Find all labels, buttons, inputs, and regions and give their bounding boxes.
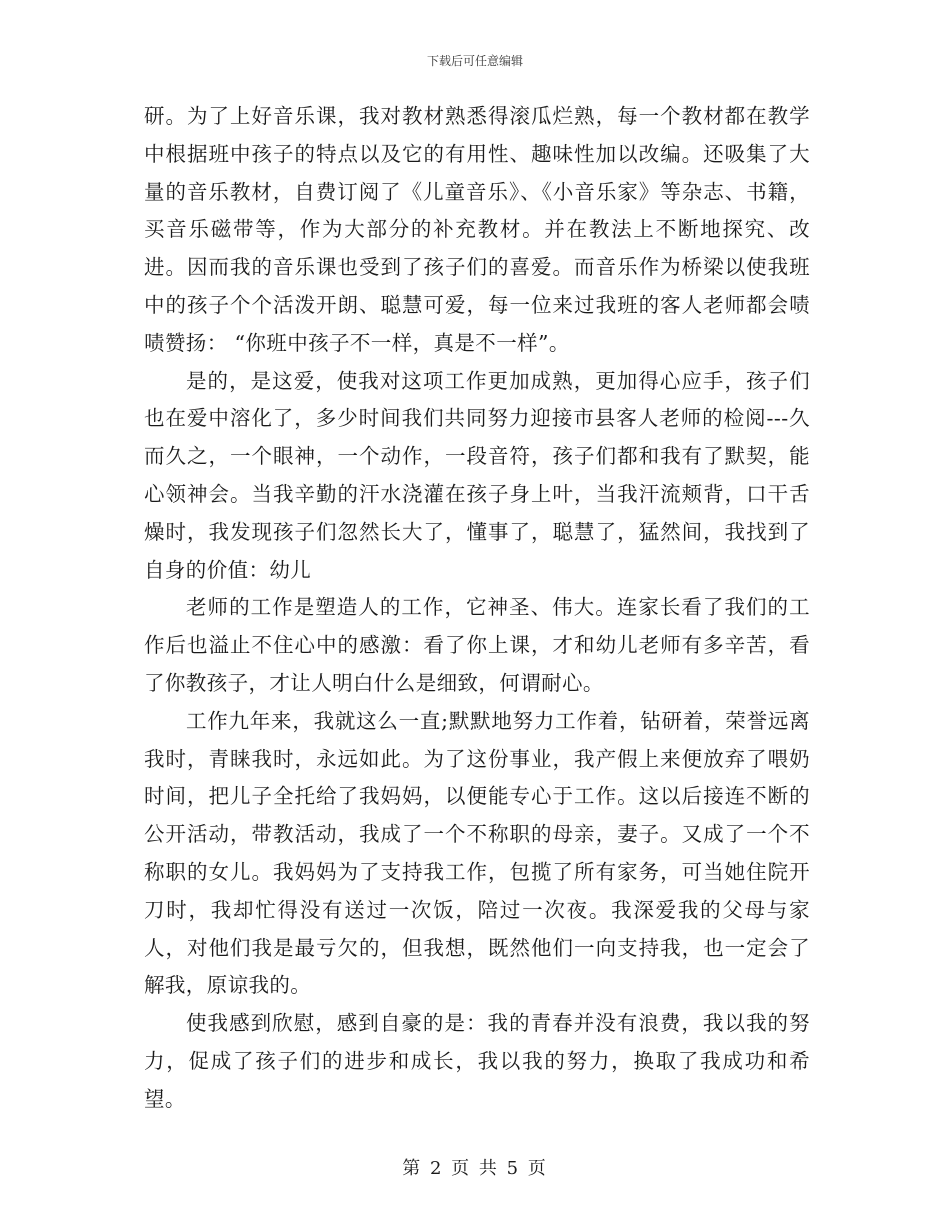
document-body — [144, 98, 810, 1119]
paragraph-2: 是的，是这爱，使我对这项工作更加成熟，更加得心应手，孩子们也在爱中溶化了，多少时间我们共同努力迎接市县客人老师的检阅---久而久之，一个眼神，一个动作，一段音符，孩子们都和我有了默契，能心领神会。当我辛勤的汗水浇灌在孩子身上叶，当我汗流颊背，口干舌燥时，我发现孩子们忽然长大了，懂事了，聪慧了，猛然间，我找到了自身的价值：幼儿 — [144, 368, 810, 582]
page-header: 下载后可任意编辑 — [426, 54, 523, 68]
page-number-footer: 第 2 页 共 5 页 — [402, 1158, 548, 1179]
paragraph-5: 使我感到欣慰，感到自豪的是：我的青春并没有浪费，我以我的努力，促成了孩子们的进步和成长，我以我的努力，换取了我成功和希望。 — [144, 1011, 810, 1111]
paragraph-3: 老师的工作是塑造人的工作，它神圣、伟大。连家长看了我们的工作后也溢止不住心中的感激：看了你上课，才和幼儿老师有多辛苦，看了你教孩子，才让人明白什么是细致，何谓耐心。 — [144, 595, 810, 695]
paragraph-1: 研。为了上好音乐课，我对教材熟悉得滚瓜烂熟，每一个教材都在教学中根据班中孩子的特点以及它的有用性、趣味性加以改编。还吸集了大量的音乐教材，自费订阅了《儿童音乐》、《小音乐家》等杂志、书籍，买音乐磁带等，作为大部分的补充教材。并在教法上不断地探究、改进。因而我的音乐课也受到了孩子们的喜爱。而音乐作为桥梁以使我班中的孩子个个活泼开朗、聪慧可爱，每一位来过我班的客人老师都会啧啧赞扬： “你班中孩子不一样，真是不一样”。 — [144, 104, 810, 355]
paragraph-4: 工作九年来，我就这么一直;默默地努力工作着，钻研着，荣誉远离我时，青睐我时，永远如此。为了这份事业，我产假上来便放弃了喂奶时间，把儿子全托给了我妈妈，以便能专心于工作。这以后接连不断的公开活动，带教活动，我成了一个不称职的母亲，妻子。又成了一个不称职的女儿。我妈妈为了支持我工作，包揽了所有家务，可当她住院开刀时，我却忙得没有送过一次饭，陪过一次夜。我深爱我的父母与家人，对他们我是最亏欠的，但我想，既然他们一向支持我，也一定会了解我，原谅我的。 — [144, 708, 810, 998]
